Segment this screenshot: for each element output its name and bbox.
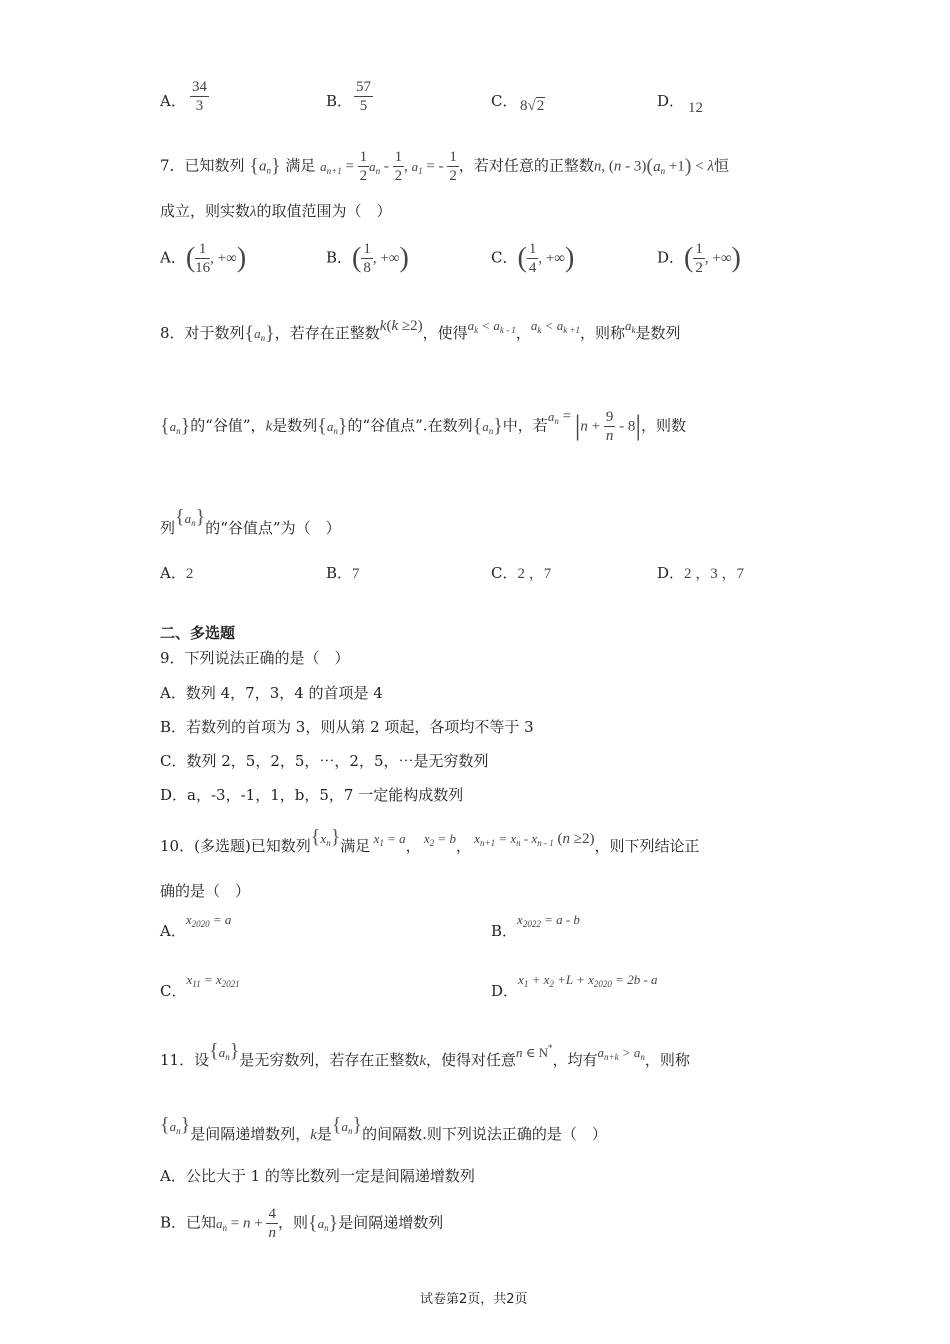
q9-option-c: C．数列 2，5，2，5，⋯，2，5，⋯是无穷数列 <box>160 752 489 770</box>
q11-option-b: B．已知$a_n = n$ + $\frac{4}{n}$ ，则$\{a_n\}$是间隔递增数列 <box>160 1206 444 1241</box>
q9-option-d: D．a，‑3，‑1，1，b，5，7 一定能构成数列 <box>160 786 464 804</box>
q6-option-b: B． <box>326 92 353 110</box>
q7-option-a: A．( $\frac{1}{16}$ , +∞) <box>160 241 247 276</box>
page-footer: 试卷第2页，共2页 <box>420 1292 528 1307</box>
q10-option-b: B．$x_{2022} = a$ ‑ b <box>491 912 580 940</box>
q7-stem-line2: 成立，则实数λ的取值范围为（ ） <box>160 202 392 220</box>
q6-option-c: C． <box>491 92 518 110</box>
q7-option-c: C．( $\frac{1}{4}$ , +∞) <box>491 241 575 276</box>
q10-option-d: D．$x_1 + x_2 +L + x_{2020} = 2b$ ‑ a <box>491 972 658 1000</box>
q8-option-a: A．2 <box>160 564 194 582</box>
q9-option-a: A．数列 4，7，3，4 的首项是 4 <box>160 684 383 702</box>
q6-option-d-value: 12 <box>688 100 703 116</box>
q8-stem-line3: 列$\{a_n\}$的“谷值点”为（ ） <box>160 506 341 537</box>
q11-stem-line1: 11．设$\{a_n\}$是无穷数列，若存在正整数k，使得对任意n ∈ N*，均有$a_{n+k} > a_n$，则称 <box>160 1040 690 1069</box>
q9-option-b: B．若数列的首项为 3，则从第 2 项起，各项均不等于 3 <box>160 718 534 736</box>
q6-option-a: A． <box>160 92 186 110</box>
q10-option-a: A．$x_{2020} = a$ <box>160 912 232 940</box>
q11-option-a: A．公比大于 1 的等比数列一定是间隔递增数列 <box>160 1167 475 1185</box>
q6-b-numerator: 57 <box>356 79 371 95</box>
q6-option-d: D． <box>657 92 685 110</box>
q6-a-numerator: 34 <box>192 79 207 95</box>
q6-option-a-value <box>190 78 209 115</box>
q10-stem-line2: 确的是（ ） <box>160 882 251 900</box>
q10-option-c: C．$x_{11} = x_{2021}$ <box>160 972 240 1000</box>
q7-stem-line1: 7．已知数列 $\{a_n\}$ 满足 $a_{n+1}$ = $\frac{1}{2}$ $a_n$ ‑ $\frac{1}{2}$ , $a_1$ = ‑ $\frac{1}{2}$ ，若对任意的正整数n, (n ‑ $3)(a_n +1) < \lambda$恒 <box>160 149 729 184</box>
q8-option-b: B．7 <box>326 564 360 582</box>
q8-option-d: D．2 ，3 ，7 <box>657 564 745 582</box>
q9-stem: 9．下列说法正确的是（ ） <box>160 649 350 667</box>
q6-option-b-value <box>354 78 373 115</box>
q8-stem-line2: $\{a_n\}$的“谷值”，k是数列$\{a_n\}$的“谷值点”.在数列$\{a_n\}$中，若$a_n = |n$ + $\frac{9}{n}$ ‑ 8|，则数 <box>160 408 686 444</box>
q11-stem-line2: $\{a_n\}$是间隔递增数列，k是$\{a_n\}$的间隔数.则下列说法正确的是（ ） <box>160 1114 607 1143</box>
q8-option-c: C．2 ，7 <box>491 564 552 582</box>
q7-option-b: B．( $\frac{1}{8}$ , +∞) <box>326 241 409 276</box>
q8-stem-line1: 8．对于数列$\{a_n\}$，若存在正整数k(k ≥2)，使得$a_k < a_{k ‑ 1}$，$a_k < a_{k +1}$，则称$a_k$是数列 <box>160 318 681 345</box>
q6-a-denominator: 3 <box>195 98 204 114</box>
q7-option-d: D．( $\frac{1}{2}$ , +∞) <box>657 241 741 276</box>
section-title: 二、多选题 <box>160 624 236 642</box>
q10-stem-line1: 10．(多选题)已知数列$\{x_n\}$满足 $x_1 = a$， $x_2 = b$， $x_{n+1} = x_n$ ‑ $x_{n ‑ 1}$ (n ≥2)，则下列结论正 <box>160 826 700 855</box>
q6-option-c-value: 8√2 <box>520 98 545 114</box>
q6-b-denominator: 5 <box>359 98 368 114</box>
